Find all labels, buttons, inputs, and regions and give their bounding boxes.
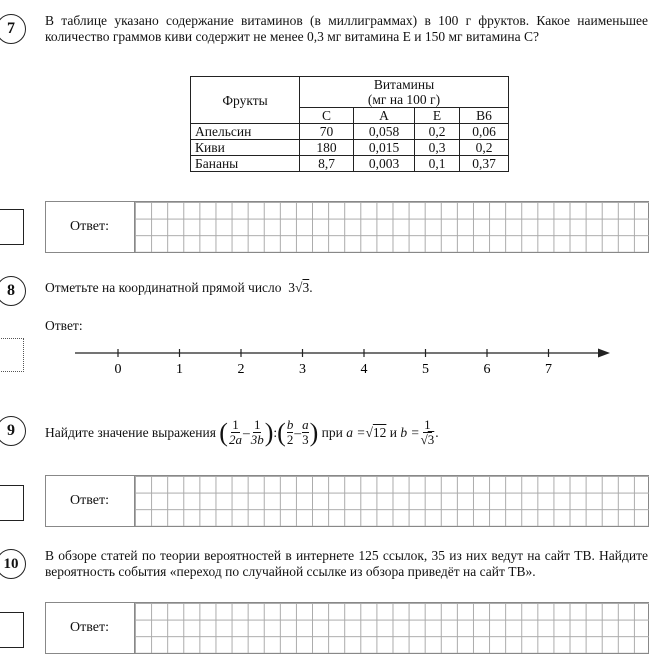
table-row (191, 124, 509, 140)
question-8-prompt: Отметьте на координатной прямой число (45, 280, 282, 295)
number-line-tick-label: 7 (545, 362, 552, 377)
answer-label: Ответ: (70, 620, 109, 635)
b-equals: b = (400, 424, 420, 440)
question-7-text: В таблице указано содержание витаминов (в миллиграммах) в 100 г фруктов. Какое наименьшее количество граммов киви содержит не менее 0,3 мг витамина Е и 150 мг витамина С? (45, 13, 648, 44)
fraction: $\frac{1}{√3}$ (420, 417, 435, 447)
answer-label-8: Ответ: (45, 318, 83, 333)
expr-root: 3 (302, 280, 310, 295)
arrow-icon (598, 349, 610, 358)
vitamins-title: Витамины (373, 77, 435, 92)
vitamins-unit: (мг на 100 г) (367, 92, 441, 107)
a-root: 12 (372, 424, 387, 440)
answer-label: Ответ: (70, 493, 109, 508)
table-cell: 0,06 (460, 124, 509, 140)
table-cell: 0,015 (354, 140, 415, 156)
col-header: А (354, 108, 415, 124)
number-line-tick-label: 0 (114, 362, 122, 377)
and-word: и (389, 424, 397, 440)
number-line-tick-label: 6 (483, 362, 491, 377)
answer-mark-box-8 (0, 338, 24, 372)
vitamins-table (190, 76, 509, 172)
table-cell: 0,2 (415, 124, 460, 140)
table-header-fruits: Фрукты (191, 77, 300, 124)
fraction: $\frac{b}{2}$ (286, 417, 294, 447)
table-cell: 0,003 (354, 156, 415, 172)
table-cell: 0,37 (460, 156, 509, 172)
table-row (191, 140, 509, 156)
expr-coef: 3 (288, 280, 296, 295)
table-cell: Апельсин (191, 124, 300, 140)
table-row (191, 156, 509, 172)
fraction: $\frac{a}{3}$ (302, 417, 309, 447)
question-10-text: В обзоре статей по теории вероятностей в интернете 125 ссылок, 35 из них ведут на сайт ТВ. Найдите вероятность события «переход по случайной ссылке из обзора приведёт на сайт ТВ». (45, 548, 648, 579)
table-cell: 0,1 (415, 156, 460, 172)
answer-field-10[interactable] (45, 602, 649, 654)
question-8-text (45, 280, 313, 296)
number-line-tick-label: 4 (360, 362, 368, 377)
answer-grid[interactable] (134, 202, 649, 252)
table-cell: Бананы (191, 156, 300, 172)
table-cell: Киви (191, 140, 300, 156)
question-number-7: 7 (0, 14, 26, 44)
fraction: $\frac{1}{3b}$ (250, 417, 264, 447)
answer-grid[interactable] (134, 476, 649, 526)
a-equals: a = (346, 424, 366, 440)
number-line-tick-label: 1 (176, 362, 183, 377)
table-cell: 180 (300, 140, 354, 156)
table-header-vitamins (300, 77, 509, 108)
answer-grid[interactable] (134, 603, 649, 653)
answer-field-7[interactable] (45, 201, 649, 253)
number-line-tick-label: 3 (299, 362, 306, 377)
expression-3-sqrt-3: 3√3. (288, 280, 313, 295)
answer-mark-box-9 (0, 485, 24, 521)
table-cell: 0,058 (354, 124, 415, 140)
table-cell: 8,7 (300, 156, 354, 172)
number-line-tick-label: 2 (237, 362, 245, 377)
answer-label: Ответ: (70, 219, 109, 234)
question-number-10: 10 (0, 549, 26, 579)
answer-field-9[interactable] (45, 475, 649, 527)
question-number-9: 9 (0, 416, 26, 446)
number-line[interactable] (70, 343, 615, 379)
table-cell: 0,2 (460, 140, 509, 156)
fraction: $\frac{1}{2a}$ (228, 417, 242, 447)
left-paren-icon: ( (219, 417, 228, 447)
col-header: С (300, 108, 354, 124)
left-paren-icon: ( (277, 417, 286, 447)
question-9-prompt: Найдите значение выражения (45, 424, 216, 440)
answer-mark-box-7 (0, 209, 24, 245)
answer-mark-box-10 (0, 612, 24, 648)
table-cell: 70 (300, 124, 354, 140)
col-header: В6 (460, 108, 509, 124)
right-paren-icon: ) (309, 417, 319, 447)
when-word: при (321, 424, 343, 440)
number-line-tick-label: 5 (422, 362, 429, 377)
table-cell: 0,3 (415, 140, 460, 156)
col-header: Е (415, 108, 460, 124)
question-9-text: Найдите значение выражения ( $\frac{1}{2a}$ – $\frac{1}{3b}$ ) : ( $\frac{b}{2}$ – $\frac{a}{3}$ ) при a = √ 12 и b = $\frac{1}{√3}$ . (45, 417, 439, 447)
question-number-8: 8 (0, 276, 26, 306)
right-paren-icon: ) (264, 417, 274, 447)
